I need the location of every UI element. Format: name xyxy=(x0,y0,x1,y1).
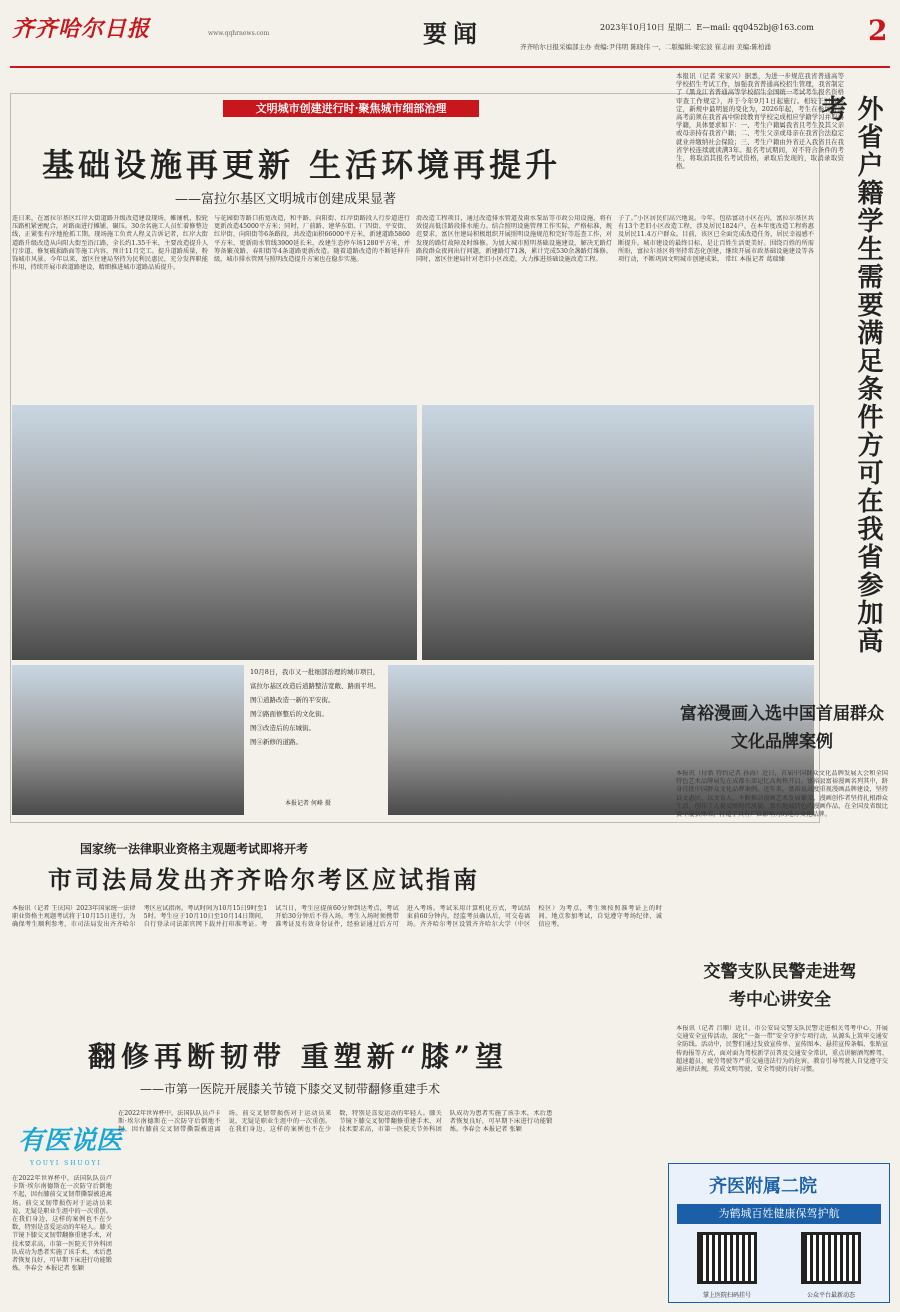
qr-label-1: 掌上医院扫码挂号 xyxy=(702,1292,751,1299)
exam-headline: 市司法局发出齐齐哈尔考区应试指南 xyxy=(48,865,480,894)
feature-headline: 基础设施再更新 生活环境再提升 xyxy=(42,146,562,184)
feature-col-2: 与花园街等路口拓宽改造，和平路、向阳街、红岸街路段人行步道进行更新改造45000平方米；同时，厂前路、建华东街、厂四街、平安街、红岸街、向阳街等6条路段，共改造面积66000平方米，新建道路5860平方米，更新雨水管线3900延长米，改建生态停车场1280平方米，并筹备繁茂路、春阳街等4条道路更新改造。随着道路改造的不断延伸升级，城市排水管网与照明改造提升方案也在稳步实施。 xyxy=(214,215,410,264)
feature-col-3: 滑改造工程项目，通过改造排水管道及雨水泵站等市政公用设施，将有效提高低洼路段排水能力。结合照明设施管理工作实际，严格标准，规范要求，富区住建局积极组织开展照明设施规范和完好等巡查工作，对发现的路灯故障及时维修。为加大城市照明基础设施建设，解决无路灯路段群众夜间出行问题，新建路灯71盏，累计完成530余盏路灯维修。同时，富区住建局针对老旧小区改造，大力推进基础设施改造工程。 xyxy=(416,215,612,264)
fuyu-headline: 富裕漫画入选中国首届群众文化品牌案例 xyxy=(680,704,884,752)
hospital-ad xyxy=(668,1163,890,1303)
feature-banner: 文明城市创建进行时·聚焦城市细部治理 xyxy=(223,100,479,117)
hospital-col-1: 在2022年世界杯中，法国队队员卢卡斯·埃尔南德斯在一次防守后倒地不起，因右膝前交叉韧带撕裂被迫离场。前交叉韧带损伤对于运动员来说，无疑是职业生涯中的一次重创。在我们身边，这样的案例也不在少数，特别是喜爱运动的年轻人。膝关节镜下膝交叉韧带翻修重建手术，对技术要求高，市第一医院关节外科团队成功为患者实施了该手术，术后患者恢复良好，可早期下床进行功能锻炼。李春会 本报记者 张颖 xyxy=(12,1175,112,1273)
masthead-logo: 齐齐哈尔日报 xyxy=(12,16,151,42)
qr-code-1 xyxy=(697,1232,757,1284)
exam-body: 本报讯（记者 王庆国）2023年国家统一法律职业资格主观题考试将于10月15日进行，为确保考生顺利参考，市司法局发出齐齐哈尔考区应试指南。考试时间为10月15日9时至15时。考生应于10月10日至10月14日期间，自行登录司法部官网下载并打印准考证。考试当日，考生应提前60分钟到达考点，考试开始30分钟后不得入场。考生入场时须携带准考证及有效身份证件，经验证通过后方可进入考场。考试采用计算机化方式，考试结束前60分钟内，经监考员确认后，可交卷离场。齐齐哈尔考区设置齐齐哈尔大学（中区校区）为考点，考生须按照准考证上的时间、地点参加考试，自觉遵守考场纪律，诚信应考。 xyxy=(12,905,662,929)
credit-line: 齐齐哈尔日报采编部主办 责编:尹伟明 陈晓伟 一、二版编辑:梁宏波 崔志雨 美编:陈柏涌 xyxy=(520,43,771,51)
page-number: 2 xyxy=(868,14,888,47)
feature-subheadline: ——富拉尔基区文明城市创建成果显著 xyxy=(175,192,397,207)
hospital-headline: 翻修再断韧带 重塑新“膝”望 xyxy=(88,1040,508,1073)
side-headline: 外省户籍学生需要满足条件方可在我省参加高考 xyxy=(817,95,883,655)
ad-slogan: 为鹤城百姓健康保驾护航 xyxy=(677,1204,881,1224)
fuyu-body: 本报讯（付新 特约记者 孙海）近日，首届中国群众文化品牌发展大会和全国特色艺术品牌展览在成都东郊记忆高规格开启。富裕县富裕漫画名列其中，跻身首批中国群众文化品牌案例。近年来，富裕县高度重视漫画品牌建设，坚持以文惠民、以文育人，不断推动漫画艺术发展繁荣，漫画创作者坚持扎根群众生活，创作了大量反映时代风貌、富有地域特色的漫画作品，在全国及省级比赛中屡获殊荣，打造了具有广泛影响力的地方文化品牌。 xyxy=(676,770,888,819)
traffic-body: 本报讯（记者 吕顺）近日，市公安局交警支队民警走进相关驾考中心，开展交通安全宣传活动，深化“一盔一带”安全守护专项行动，从源头上筑牢交通安全防线。活动中，民警们通过发放宣传单、宣传图本、悬挂宣传条幅、张贴宣传海报等方式，面对面为驾校新学员普及交通安全常识，重点讲解酒驾醉驾、超速超员、疲劳驾驶等严重交通违法行为的危害，教育引导驾驶人自觉遵守交通法律法规，养成文明驾驶、安全驾驶的良好习惯。 xyxy=(676,1025,888,1074)
email: E—mail: qq0452bj@163.com xyxy=(696,23,814,32)
side-body: 本报讯（记者 宋家兴）据悉，为进一步规范我省普通高等学校招生考试工作，加强我省普通高校招生管理，我省制定了《黑龙江省普通高等学校招生全国统一考试考生报名资格审查工作规定》，并于今年9月1日起施行。相较于旧版规定，新规中最明显的变化为，2026年起，考生在参加普通高考前须在我省高中阶段教育学校完成相应学籍学习并取得学籍，具体要求如下：一、考生户籍属我省且考生及其父亲或母亲持有我省户籍；二、考生父亲或母亲在我省合法稳定就业并缴纳社会保险；三、考生户籍由外省迁入我省且在我省学校连续就读满3年。报名考试期间，对不符合条件的考生，将取消其报名考试资格，录取后发现的，取消录取资格。 xyxy=(676,72,844,171)
photo-caption: 10月8日，我市又一批细部治理的城市项目，富拉尔基区改造后道路整洁宽敞、路面平坦。 图①道路改造一新的平安街。 图②路面修整后的文化街。 图③改造后的东城街。 图④新修的道路。 xyxy=(250,668,380,746)
hospital-subheadline: ——市第一医院开展膝关节镜下膝交叉韧带翻修重建手术 xyxy=(140,1082,441,1096)
youyi-logo: 有医说医 xyxy=(18,1126,123,1156)
masthead-site: www.qqhrnews.com xyxy=(208,30,270,37)
section-title: 要闻 xyxy=(423,19,483,48)
hospital-body: 在2022年世界杯中，法国队队员卢卡斯·埃尔南德斯在一次防守后倒地不起，因右膝前交叉韧带撕裂被迫离场。前交叉韧带损伤对于运动员来说，无疑是职业生涯中的一次重创。在我们身边，这样的案例也不在少数，特别是喜爱运动的年轻人。膝关节镜下膝交叉韧带翻修重建手术，对技术要求高，市第一医院关节外科团队成功为患者实施了该手术，术后患者恢复良好，可早期下床进行功能锻炼。李春会 本报记者 张颖 xyxy=(118,1110,553,1134)
issue-date: 2023年10月10日 星期二 E—mail: qq0452bj@163.com xyxy=(600,23,814,32)
youyi-logo-sub: YOUYI SHUOYI xyxy=(30,1160,102,1167)
photo-credit: 本报记者 何峰 摄 xyxy=(285,800,331,807)
header-rule xyxy=(10,66,890,68)
traffic-headline: 交警支队民警走进驾考中心讲安全 xyxy=(703,962,857,1010)
feature-col-1: 连日来，在富拉尔基区红岸大街道路升级改造建设现场，摊铺机、胶轮压路机紧密配合，对路面进行摊铺、碾压。30余名施工人员忙着修整边线，正紧张有序地抢抓工期。现场施工负责人程义告诉记者，红岸大街道路升级改造从向阳大街至沿江路，全长约1.35千米，主要改造提升人行步道、修复破损路面等施工内容，预计11月完工。提升道路质量，粉饰城市风景。今年以来，富区住建局坚持为民利民惠民，充分发挥职能作用，持续开展市政道路建设，精细推进城市道路品质提升。 xyxy=(12,215,208,272)
feature-col-4: 子了。”小区居民们高兴地说。今年，包括富动小区在内，富拉尔基区共有13个老旧小区改造工程，涉及居民1824户，在本年度改造工程将惠及居民11.4万户群众。目前，该区已全面完成改造任务，居民幸福感不断提升。城市建设的最终目标，是让百姓生活更美好。围绕百姓的所需所盼，富拉尔基区将坚持常态化创建，继续开展市政基础设施建设等各项行动，不断巩固文明城市创建成果。 常红 本报记者 葛瑞臻 xyxy=(618,215,814,264)
qr-label-2: 公众平台最新动态 xyxy=(806,1292,855,1299)
qr-code-2 xyxy=(801,1232,861,1284)
exam-kicker: 国家统一法律职业资格主观题考试即将开考 xyxy=(80,842,309,856)
ad-title: 齐医附属二院 xyxy=(709,1176,817,1197)
